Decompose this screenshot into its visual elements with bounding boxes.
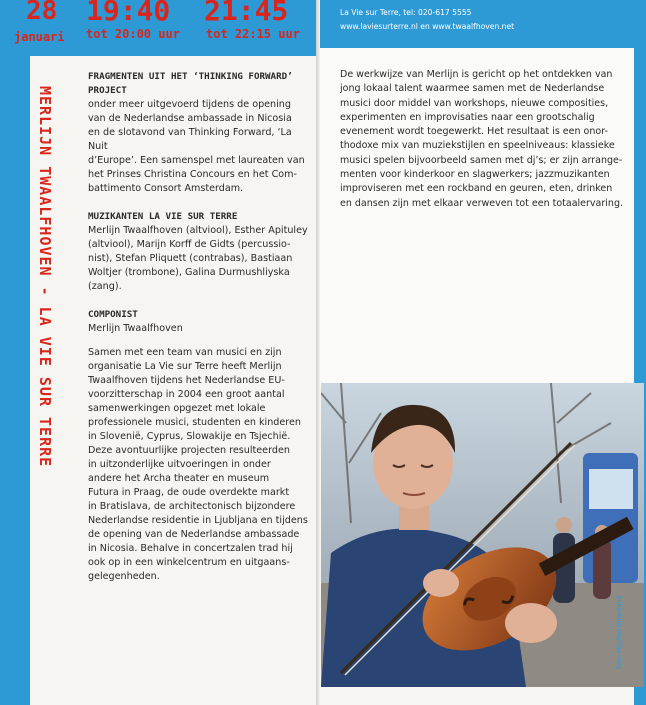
description-line: jong lokaal talent waarmee samen met de Nederlandse	[340, 83, 605, 95]
story-line: Nederlandse residentie in Ljubljana en tijdens	[88, 515, 308, 526]
story-line: de opening van de Nederlandse ambassade	[88, 529, 300, 540]
story-line: in Slovenië, Cyprus, Slowakije en Tsjechië.	[88, 431, 291, 442]
musicians-text: (altviool), Marijn Korff de Gidts (percussio-	[88, 239, 291, 250]
musicians-text: nist), Stefan Pliquett (contrabas), Bastiaan	[88, 253, 293, 264]
story-line: Twaalfhoven tijdens het Nederlandse EU-	[88, 375, 285, 386]
story-line: in uitzonderlijke uitvoeringen in onder	[88, 459, 271, 470]
project-text: battimento Consort Amsterdam.	[88, 183, 244, 194]
description-line: experimenten en improvisaties naar een grootschalig	[340, 111, 595, 123]
story-line: Futura in Praag, de oude overdekte markt	[88, 487, 290, 498]
project-heading: FRAGMENTEN UIT HET ‘THINKING FORWARD’	[88, 71, 293, 82]
description-line: musici door middel van workshops, nieuwe composities,	[340, 97, 609, 109]
left-page	[0, 0, 318, 705]
story-line: andere het Archa theater en museum	[88, 473, 270, 484]
musicians-text: (zang).	[88, 281, 122, 292]
project-heading-2: PROJECT	[88, 85, 127, 96]
story-line: in Bratislava, de architectonisch bijzondere	[88, 501, 296, 512]
story-line: organisatie La Vie sur Terre heeft Merlijn	[88, 361, 282, 372]
story-line: gelegenheden.	[88, 571, 160, 582]
start-time-2: 21:45	[204, 0, 289, 27]
project-text: en de slotavond van Thinking Forward, ‘La Nuit	[88, 127, 292, 152]
story-line: in Nicosia. Behalve in concertzalen trad hij	[88, 543, 293, 554]
story-line: professionele musici, studenten en kinderen	[88, 417, 301, 428]
description-paragraph	[340, 68, 626, 211]
date-day: 28	[26, 0, 58, 26]
end-time-2: tot 22:15 uur	[206, 27, 300, 41]
description-line: menten voor kinderkoor en slagwerkers; jazzmuzikanten	[340, 169, 610, 181]
photo-credit: foto: Mischiel Groenland	[616, 596, 623, 669]
description-line: De werkwijze van Merlijn is gericht op het ontdekken van	[340, 69, 613, 80]
project-text: het Prinses Christina Concours en het Com-	[88, 169, 297, 180]
musicians-heading: MUZIKANTEN LA VIE SUR TERRE	[88, 211, 238, 222]
description-line: evenement wordt toegewerkt. Het resultaat is een onor-	[340, 126, 608, 138]
project-text: onder meer uitgevoerd tijdens de opening	[88, 99, 291, 110]
musicians-text: Woltjer (trombone), Galina Durmushliyska	[88, 267, 290, 278]
story-line: ook op in een winkelcentrum en uitgaans-	[88, 557, 290, 568]
contact-phone: La Vie sur Terre, tel: 020-617 5555	[340, 8, 472, 17]
composer-heading: COMPONIST	[88, 309, 138, 320]
story-line: voorzitterschap in 2004 een groot aantal	[88, 389, 285, 400]
composer-name: Merlijn Twaalfhoven	[88, 323, 183, 334]
contact-websites: www.laviesurterre.nl en www.twaalfhoven.net	[340, 22, 515, 31]
end-time-1: tot 20:00 uur	[86, 27, 180, 41]
vertical-title: MERLIJN TWAALFHOVEN - LA VIE SUR TERRE	[36, 86, 54, 468]
right-page	[318, 0, 646, 705]
left-column	[88, 70, 310, 584]
violinist-photo	[321, 383, 644, 687]
date-month: januari	[14, 30, 65, 44]
description-line: improviseren met een rockband en geuren, eten, drinken	[340, 183, 613, 195]
story-paragraph	[88, 346, 310, 584]
start-time-1: 19:40	[86, 0, 171, 27]
story-line: Deze avontuurlijke projecten resulteerden	[88, 445, 290, 456]
side-band	[0, 0, 30, 705]
page-fold	[316, 0, 320, 705]
story-line: Samen met een team van musici en zijn	[88, 347, 282, 358]
musicians-text: Merlijn Twaalfhoven (altviool), Esther Apituley	[88, 225, 308, 236]
project-text: van de Nederlandse ambassade in Nicosia	[88, 113, 292, 124]
description-line: musici spelen bijvoorbeeld samen met dj’s; er zijn arrange-	[340, 154, 623, 166]
story-line: samenwerkingen opgezet met lokale	[88, 403, 266, 414]
project-text: d’Europe’. Een samenspel met laureaten van	[88, 155, 305, 166]
description-line: thodoxe mix van muziekstijlen en speelniveaus: klassieke	[340, 140, 615, 152]
description-line: en dansen zijn met elkaar verweven tot een totaalervaring.	[340, 197, 623, 209]
